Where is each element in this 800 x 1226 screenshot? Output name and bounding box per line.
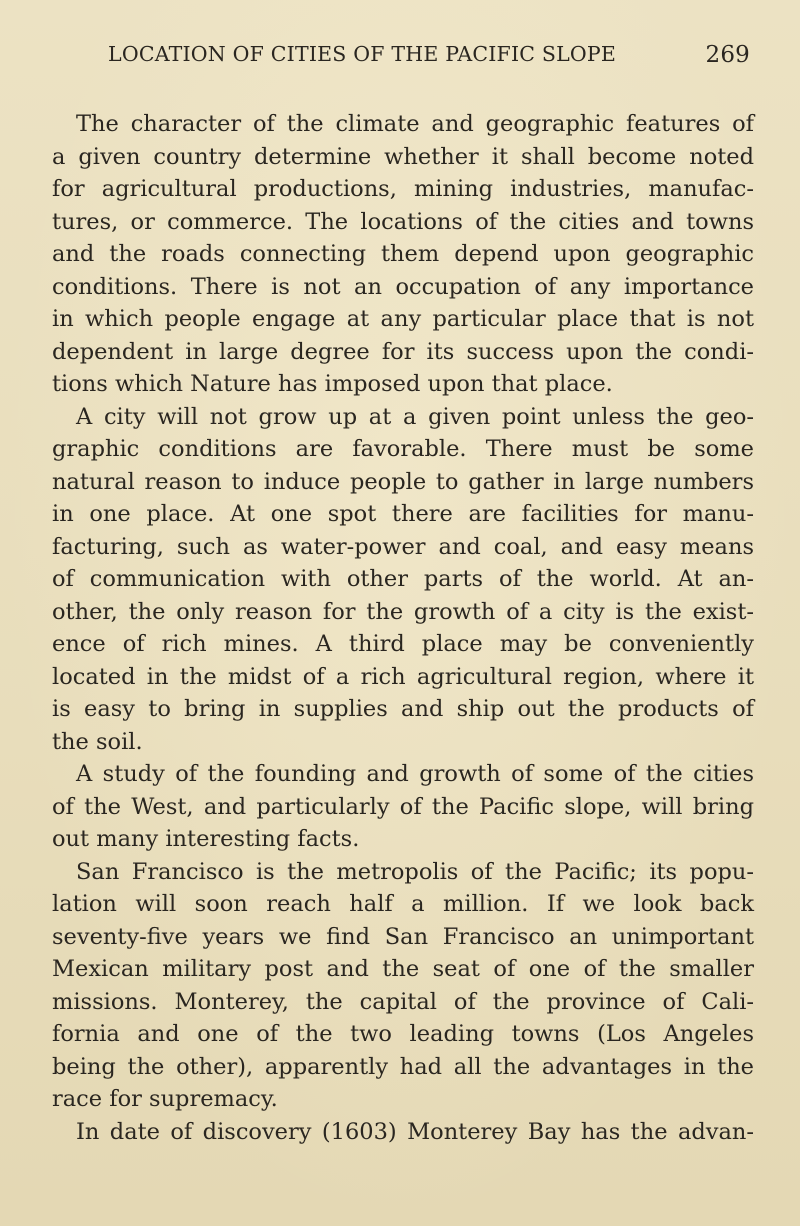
text-line: located in the midst of a rich agricultural region, where it xyxy=(52,663,754,690)
text-line: being the other), apparently had all the advantages in the xyxy=(52,1053,754,1080)
text-line: A study of the founding and growth of some of the cities xyxy=(76,761,754,787)
text-line: of the West, and particularly of the Pacific slope, will bring xyxy=(52,793,754,820)
text-line: San Francisco is the metropolis of the Pacific; its popu- xyxy=(76,858,754,885)
text-line: the soil. xyxy=(52,728,143,755)
text-line: In date of discovery (1603) Monterey Bay has the advan- xyxy=(76,1118,754,1145)
text-line: in which people engage at any particular place that is not xyxy=(52,306,754,332)
text-line: conditions. There is not an occupation of any importance xyxy=(52,273,754,300)
text-line: a given country determine whether it shall become noted xyxy=(52,143,754,170)
text-line: for agricultural productions, mining industries, manufac- xyxy=(52,176,754,202)
text-line: other, the only reason for the growth of a city is the exist- xyxy=(52,598,754,625)
page-header xyxy=(108,42,750,76)
text-line: and the roads connecting them depend upon geographic xyxy=(52,241,754,267)
page-number: 269 xyxy=(705,42,750,68)
text-line: ence of rich mines. A third place may be conveniently xyxy=(52,631,754,657)
text-line: out many interesting facts. xyxy=(52,826,360,852)
text-line: missions. Monterey, the capital of the province of Cali- xyxy=(52,988,754,1015)
text-line: dependent in large degree for its success upon the condi- xyxy=(52,338,754,365)
text-line: lation will soon reach half a million. If we look back xyxy=(52,891,754,917)
text-line: facturing, such as water-power and coal, and easy means xyxy=(52,533,754,560)
text-line: Mexican military post and the seat of one of the smaller xyxy=(52,956,754,982)
body-text xyxy=(52,108,754,1148)
text-line: fornia and one of the two leading towns (Los Angeles xyxy=(52,1021,754,1047)
text-line: tions which Nature has imposed upon that place. xyxy=(52,371,613,397)
running-head: LOCATION OF CITIES OF THE PACIFIC SLOPE xyxy=(108,42,617,66)
text-line: graphic conditions are favorable. There must be some xyxy=(52,436,754,462)
text-line: seventy-five years we find San Francisco an unimportant xyxy=(52,923,754,950)
text-line: A city will not grow up at a given point unless the geo- xyxy=(76,403,754,430)
text-line: The character of the climate and geographic features of xyxy=(76,111,754,137)
text-line: is easy to bring in supplies and ship out the products of xyxy=(52,696,754,722)
text-line: tures, or commerce. The locations of the cities and towns xyxy=(52,208,754,235)
text-line: in one place. At one spot there are facilities for manu- xyxy=(52,501,754,527)
text-line: natural reason to induce people to gather in large numbers xyxy=(52,468,754,495)
text-line: race for supremacy. xyxy=(52,1086,278,1112)
text-line: of communication with other parts of the world. At an- xyxy=(52,566,754,592)
